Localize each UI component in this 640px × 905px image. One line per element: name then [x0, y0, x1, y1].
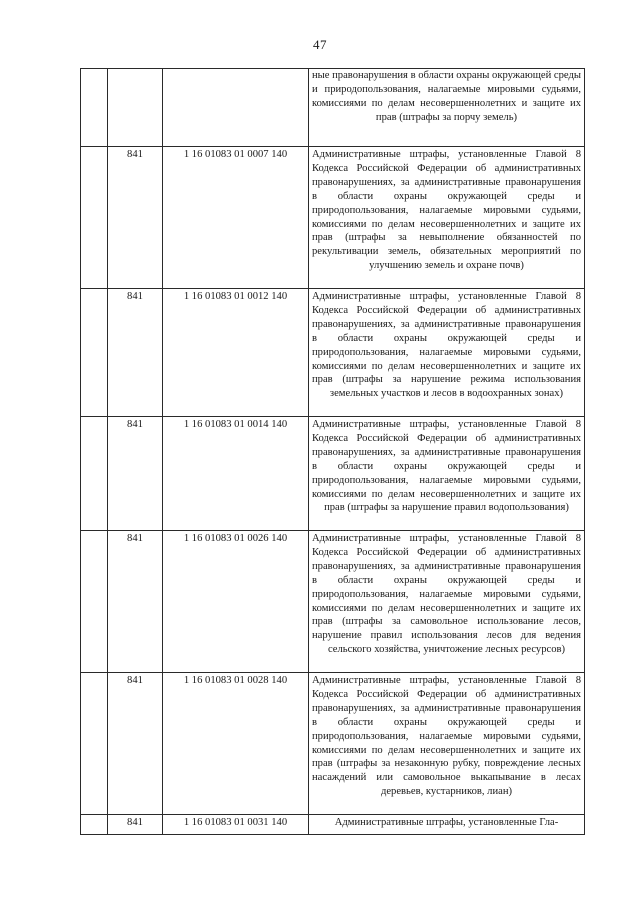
budget-code-table [80, 68, 585, 835]
budget-code-cell: 1 16 01083 01 0014 140 [163, 417, 309, 531]
description-cell: Административные штрафы, установленные Главой 8 Кодекса Российской Федерации об административных правонарушениях, за административные правонарушения в области охраны окружающей среды и природопользования, налагаемые мировыми судьями, комиссиями по делам несовершеннолетних и защите их прав (штрафы за самовольное использование лесов, нарушение правил использования лесов для ведения сельского хозяйства, уничтожение лесных ресурсов) [309, 531, 585, 673]
table-row [81, 289, 585, 417]
table-row [81, 673, 585, 815]
admin-code-cell: 841 [108, 147, 163, 289]
description-cell: Административные штрафы, установленные Главой 8 Кодекса Российской Федерации об административных правонарушениях, за административные правонарушения в области охраны окружающей среды и природопользования, налагаемые мировыми судьями, комиссиями по делам несовершеннолетних и защите их прав (штрафы за нарушение режима использования земельных участков и лесов в водоохранных зонах) [309, 289, 585, 417]
budget-code-cell: 1 16 01083 01 0012 140 [163, 289, 309, 417]
description-cell: ные правонарушения в области охраны окружающей среды и природопользования, налагаемые мировыми судьями, комиссиями по делам несовершеннолетних и защите их прав (штрафы за порчу земель) [309, 69, 585, 147]
page-number: 47 [313, 37, 327, 52]
row-number-cell [81, 289, 108, 417]
description-cell: Административные штрафы, установленные Гла- [309, 815, 585, 835]
budget-code-cell: 1 16 01083 01 0026 140 [163, 531, 309, 673]
row-number-cell [81, 531, 108, 673]
table-row [81, 417, 585, 531]
row-number-cell [81, 147, 108, 289]
table-row [81, 815, 585, 835]
admin-code-cell: 841 [108, 673, 163, 815]
description-cell: Административные штрафы, установленные Главой 8 Кодекса Российской Федерации об административных правонарушениях, за административные правонарушения в области охраны окружающей среды и природопользования, налагаемые мировыми судьями, комиссиями по делам несовершеннолетних и защите их прав (штрафы за незаконную рубку, повреждение лесных насаждений или самовольное выкапывание в лесах деревьев, кустарников, лиан) [309, 673, 585, 815]
row-number-cell [81, 673, 108, 815]
table-row [81, 69, 585, 147]
admin-code-cell: 841 [108, 417, 163, 531]
admin-code-cell: 841 [108, 289, 163, 417]
description-cell: Административные штрафы, установленные Главой 8 Кодекса Российской Федерации об административных правонарушениях, за административные правонарушения в области охраны окружающей среды и природопользования, налагаемые мировыми судьями, комиссиями по делам несовершеннолетних и защите их прав (штрафы за нарушение правил водопользования) [309, 417, 585, 531]
admin-code-cell: 841 [108, 815, 163, 835]
budget-code-cell [163, 69, 309, 147]
row-number-cell [81, 417, 108, 531]
table-row [81, 531, 585, 673]
budget-code-cell: 1 16 01083 01 0031 140 [163, 815, 309, 835]
budget-code-cell: 1 16 01083 01 0007 140 [163, 147, 309, 289]
row-number-cell [81, 69, 108, 147]
row-number-cell [81, 815, 108, 835]
admin-code-cell: 841 [108, 531, 163, 673]
description-cell: Административные штрафы, установленные Главой 8 Кодекса Российской Федерации об административных правонарушениях, за административные правонарушения в области охраны окружающей среды и природопользования, налагаемые мировыми судьями, комиссиями по делам несовершеннолетних и защите их прав (штрафы за невыполнение обязанностей по рекультивации земель, обязательных мероприятий по улучшению земель и охране почв) [309, 147, 585, 289]
table-row [81, 147, 585, 289]
budget-code-cell: 1 16 01083 01 0028 140 [163, 673, 309, 815]
admin-code-cell [108, 69, 163, 147]
